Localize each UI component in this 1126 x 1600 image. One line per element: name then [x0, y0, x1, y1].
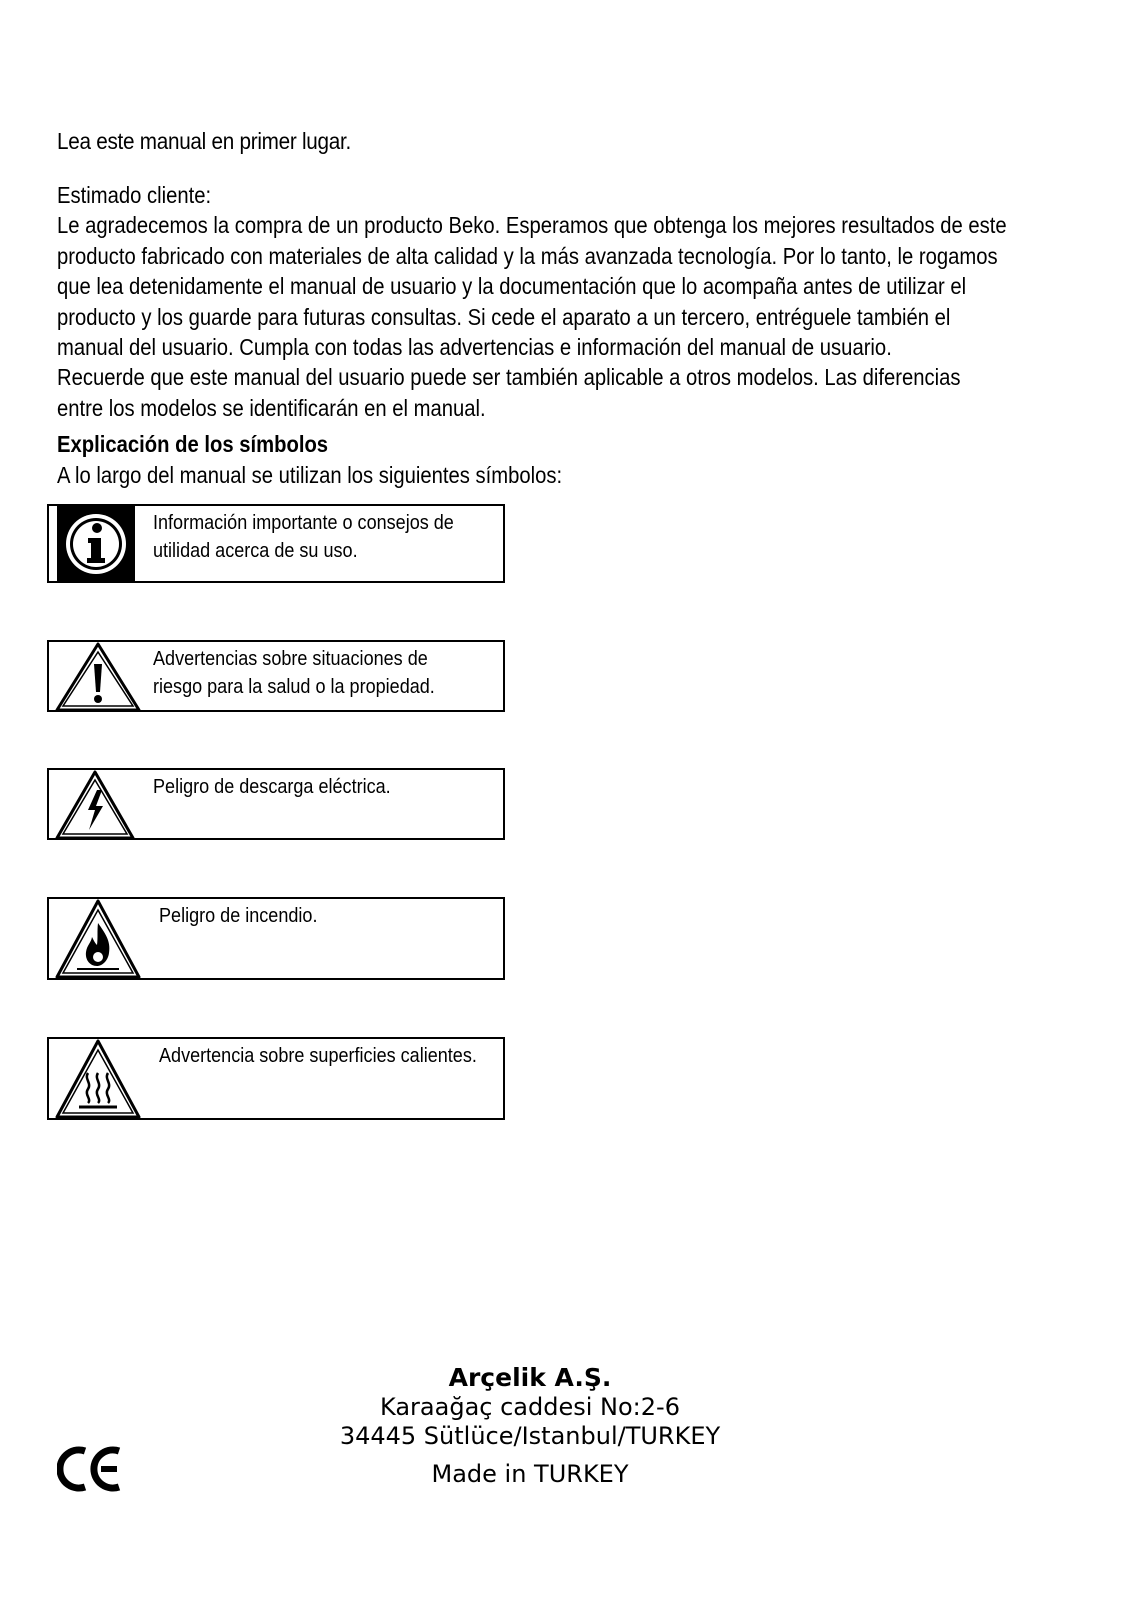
symbol-text — [159, 1042, 477, 1070]
intro-line: que lea detenidamente el manual de usuario y la documentación que lo acompaña antes de utilizar el — [57, 273, 967, 300]
symbol-text-line: Información importante o consejos de — [153, 511, 454, 534]
intro-line: producto fabricado con materiales de alta calidad y la más avanzada tecnología. Por lo tanto, le rogamos — [57, 242, 998, 269]
page-heading: Lea este manual en primer lugar. — [57, 128, 351, 154]
made-in-label: Made in TURKEY — [431, 1460, 629, 1488]
intro-line: manual del usuario. Cumpla con todas las advertencias e información del manual de usuario. — [57, 334, 892, 361]
symbol-box-hot-surface — [47, 1037, 505, 1120]
company-name: Arçelik A.Ş. — [448, 1363, 612, 1392]
hot-surface-icon — [55, 1039, 141, 1119]
symbol-text — [153, 509, 454, 565]
electric-shock-icon — [55, 770, 135, 840]
intro-line: entre los modelos se identificarán en el manual. — [57, 394, 486, 421]
ce-mark-icon — [57, 1445, 123, 1493]
symbol-box-warning — [47, 640, 505, 712]
symbol-text-line: Peligro de descarga eléctrica. — [153, 775, 391, 798]
symbol-text — [153, 773, 391, 801]
info-icon — [57, 506, 135, 581]
symbol-text-line: utilidad acerca de su uso. — [153, 539, 358, 562]
warning-icon — [55, 642, 141, 712]
intro-line: Estimado cliente: — [57, 182, 212, 208]
symbols-title: Explicación de los símbolos — [57, 431, 329, 457]
symbol-text — [159, 902, 317, 930]
symbol-text — [153, 645, 435, 701]
intro-line: producto y los guarde para futuras consultas. Si cede el aparato a un tercero, entréguele también el — [57, 303, 951, 330]
symbol-box-electric — [47, 768, 505, 840]
symbol-text-line: Peligro de incendio. — [159, 904, 318, 927]
intro-line: Le agradecemos la compra de un producto Beko. Esperamos que obtenga los mejores resultados de este — [57, 212, 1007, 239]
address-line: 34445 Sütlüce/Istanbul/TURKEY — [339, 1422, 721, 1450]
symbol-text-line: Advertencias sobre situaciones de — [153, 647, 428, 670]
symbol-box-fire — [47, 897, 505, 980]
fire-icon — [55, 899, 141, 979]
manufacturer-address — [330, 1363, 730, 1489]
symbols-description: A lo largo del manual se utilizan los siguientes símbolos: — [57, 462, 563, 488]
intro-text — [57, 180, 1025, 423]
symbol-text-line: riesgo para la salud o la propiedad. — [153, 675, 435, 698]
intro-line: Recuerde que este manual del usuario puede ser también aplicable a otros modelos. Las diferencias — [57, 364, 961, 391]
address-line: Karaağaç caddesi No:2-6 — [380, 1393, 680, 1421]
symbol-text-line: Advertencia sobre superficies calientes. — [159, 1044, 477, 1067]
symbol-box-info — [47, 504, 505, 583]
